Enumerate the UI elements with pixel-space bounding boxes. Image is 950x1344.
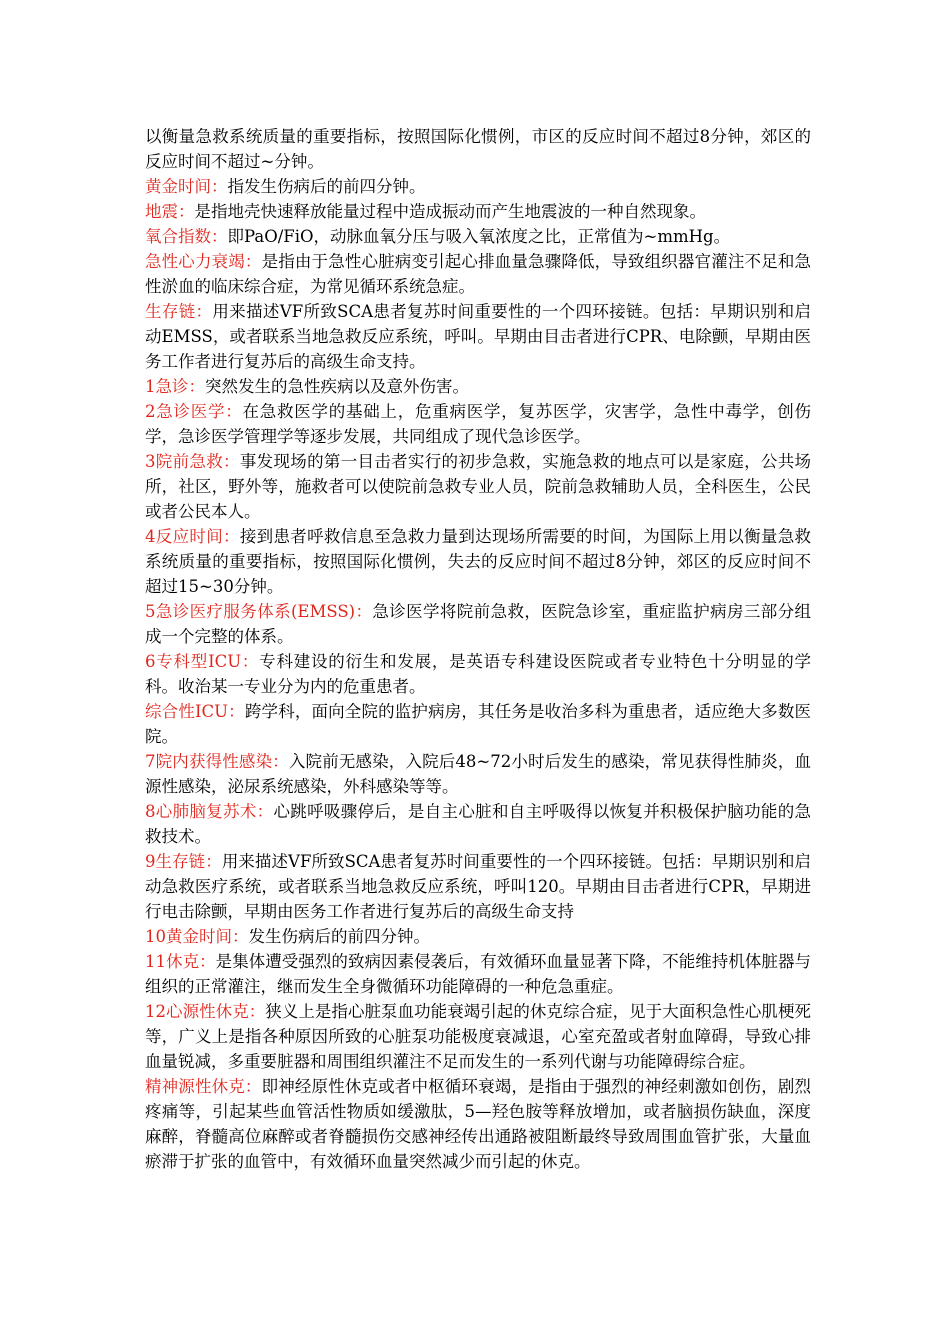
definition: 是集体遭受强烈的致病因素侵袭后，有效循环血量显著下降，不能维持机体脏器与组织的正常灌注，继而发生全身微循环功能障碍的一种危急重症。 — [145, 952, 812, 996]
term: 精神源性休克： — [145, 1077, 262, 1096]
paragraph-general-icu — [145, 699, 811, 749]
definition: 接到患者呼救信息至急救力量到达现场所需要的时间，为国际上用以衡量急救系统质量的重要指标，按照国际化惯例，失去的反应时间不超过8分钟，郊区的反应时间不超过15~30分钟。 — [145, 527, 812, 596]
term: 综合性ICU： — [145, 702, 245, 721]
paragraph-cpcr — [145, 799, 811, 849]
definition: 是指由于急性心脏病变引起心排血量急骤降低，导致组织器官灌注不足和急性淤血的临床综合症，为常见循环系统急症。 — [145, 252, 812, 296]
term: 8心肺脑复苏术： — [145, 802, 274, 821]
definition: 突然发生的急性疾病以及意外伤害。 — [205, 377, 469, 396]
definition: 事发现场的第一目击者实行的初步急救，实施急救的地点可以是家庭，公共场所，社区，野外等，施救者可以使院前急救专业人员，院前急救辅助人员，全科医生，公民或者公民本人。 — [145, 452, 812, 521]
definition: 以衡量急救系统质量的重要指标，按照国际化惯例，市区的反应时间不超过8分钟，郊区的反应时间不超过~分钟。 — [145, 127, 811, 171]
definition: 狭义上是指心脏泵血功能衰竭引起的休克综合症，见于大面积急性心肌梗死等，广义上是指各种原因所致的心脏泵功能极度衰减退，心室充盈或者射血障碍，导致心排血量锐减，多重要脏器和周围组织灌注不足而发生的一系列代谢与功能障碍综合症。 — [145, 1002, 811, 1071]
term: 10黄金时间： — [145, 927, 249, 946]
paragraph-shock — [145, 949, 811, 999]
definition: 跨学科，面向全院的监护病房，其任务是收治多科为重患者，适应绝大多数医院。 — [145, 702, 811, 746]
paragraph-emergency-medicine — [145, 399, 811, 449]
definition: 在急救医学的基础上，危重病医学，复苏医学，灾害学，急性中毒学，创伤学，急诊医学管理学等逐步发展，共同组成了现代急诊医学。 — [145, 402, 811, 446]
term: 氧合指数： — [145, 227, 228, 246]
document-body — [145, 124, 811, 1174]
term: 9生存链： — [145, 852, 222, 871]
definition: 用来描述VF所致SCA患者复苏时间重要性的一个四环接链。包括：早期识别和启动急救医疗系统，或者联系当地急救反应系统，呼叫120。早期由目击者进行CPR，早期进行电击除颤，早期由医务工作者进行复苏后的高级生命支持 — [145, 852, 812, 921]
term: 急性心力衰竭： — [145, 252, 262, 271]
paragraph-neurogenic-shock — [145, 1074, 811, 1174]
paragraph-golden-time-2 — [145, 924, 811, 949]
term: 生存链： — [145, 302, 213, 321]
definition: 发生伤病后的前四分钟。 — [248, 927, 430, 946]
paragraph-golden-time — [145, 174, 811, 199]
term: 3院前急救： — [145, 452, 240, 471]
definition: 指发生伤病后的前四分钟。 — [227, 177, 426, 196]
term: 5急诊医疗服务体系(EMSS)： — [145, 602, 373, 621]
definition: 专科建设的衍生和发展，是英语专科建设医院或者专业特色十分明显的学科。收治某一专业分为内的危重患者。 — [145, 652, 812, 696]
paragraph-chain-of-survival-2 — [145, 849, 811, 924]
paragraph-acute-heart-failure — [145, 249, 811, 299]
definition: 即神经原性休克或者中枢循环衰竭，是指由于强烈的神经刺激如创伤，剧烈疼痛等，引起某些血管活性物质如缓激肽，5—羟色胺等释放增加，或者脑损伤缺血，深度麻醉，脊髓高位麻醉或者脊髓损伤交感神经传出通路被阻断最终导致周围血管扩张，大量血瘀滞于扩张的血管中，有效循环血量突然减少而引起的休克。 — [145, 1077, 812, 1171]
paragraph-response-time — [145, 524, 811, 599]
paragraph-hospital-infection — [145, 749, 811, 799]
term: 4反应时间： — [145, 527, 240, 546]
term: 6专科型ICU： — [145, 652, 260, 671]
definition: 急诊医学将院前急救，医院急诊室，重症监护病房三部分组成一个完整的体系。 — [145, 602, 811, 646]
paragraph-earthquake — [145, 199, 811, 224]
paragraph-chain-of-survival — [145, 299, 811, 374]
paragraph-prehospital-care — [145, 449, 811, 524]
definition: 即PaO/FiO，动脉血氧分压与吸入氧浓度之比，正常值为~mmHg。 — [227, 227, 731, 246]
definition: 入院前无感染，入院后48~72小时后发生的感染，常见获得性肺炎，血源性感染，泌尿系统感染，外科感染等等。 — [145, 752, 811, 796]
term: 黄金时间： — [145, 177, 228, 196]
term: 12心源性休克： — [145, 1002, 266, 1021]
term: 11休克： — [145, 952, 216, 971]
term: 2急诊医学： — [145, 402, 243, 421]
term: 1急诊： — [145, 377, 205, 396]
paragraph-cardiogenic-shock — [145, 999, 811, 1074]
paragraph-continuation — [145, 124, 811, 174]
definition: 心跳呼吸骤停后，是自主心脏和自主呼吸得以恢复并积极保护脑功能的急救技术。 — [145, 802, 812, 846]
definition: 用来描述VF所致SCA患者复苏时间重要性的一个四环接链。包括：早期识别和启动EMSS，或者联系当地急救反应系统，呼叫。早期由目击者进行CPR、电除颤，早期由医务工作者进行复苏后的高级生命支持。 — [145, 302, 811, 371]
paragraph-emss — [145, 599, 811, 649]
paragraph-emergency — [145, 374, 811, 399]
definition: 是指地壳快速释放能量过程中造成振动而产生地震波的一种自然现象。 — [194, 202, 706, 221]
paragraph-oxygenation-index — [145, 224, 811, 249]
paragraph-specialty-icu — [145, 649, 811, 699]
term: 7院内获得性感染： — [145, 752, 289, 771]
term: 地震： — [145, 202, 195, 221]
